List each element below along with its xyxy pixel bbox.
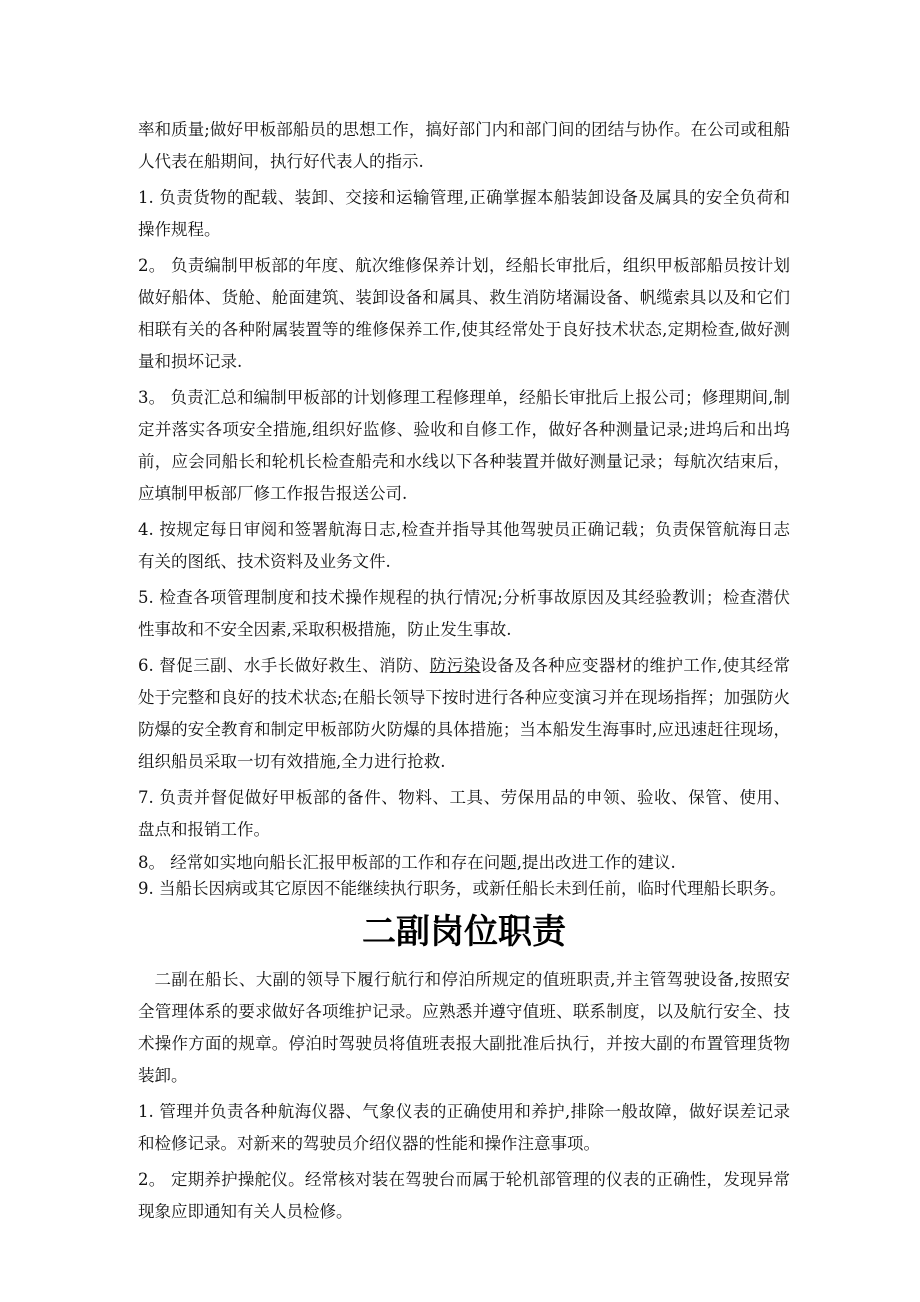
section-heading: 二副岗位职责 [362, 912, 566, 952]
paragraph-continuation: 率和质量;做好甲板部船员的思想工作，搞好部门内和部门间的团结与协作。在公司或租船人代表在船期间，执行好代表人的指示. [138, 120, 790, 171]
section2-item-1: 1. 管理并负责各种航海仪器、气象仪表的正确使用和养护,排除一般故障，做好误差记录和检修记录。对新来的驾驶员介绍仪器的性能和操作注意事项。 [138, 1102, 790, 1153]
duty-item-4: 4. 按规定每日审阅和签署航海日志,检查并指导其他驾驶员正确记载；负责保管航海日志有关的图纸、技术资料及业务文件. [138, 520, 790, 571]
duty-item-6-after: 设备及各种应变器材的维护工作,使其经常处于完整和良好的技术状态;在船长领导下按时进行各种应变演习并在现场指挥；加强防火防爆的安全教育和制定甲板部防火防爆的具体措施；当本船发生海事时,应迅速赶往现场，组织船员采取一切有效措施,全力进行抢救. [138, 656, 790, 771]
duty-item-6-before: 6. 督促三副、水手长做好救生、消防、 [138, 656, 430, 675]
duty-item-8: 8。 经常如实地向船长汇报甲板部的工作和存在问题,提出改进工作的建议. [138, 853, 676, 872]
section2-intro: 二副在船长、大副的领导下履行航行和停泊所规定的值班职责,并主管驾驶设备,按照安全管理体系的要求做好各项维护记录。应熟悉并遵守值班、联系制度，以及航行安全、技术操作方面的规章。停泊时驾驶员将值班表报大副批准后执行，并按大副的布置管理货物装卸。 [138, 970, 790, 1085]
document-page [138, 114, 790, 1228]
duty-item-1: 1. 负责货物的配载、装卸、交接和运输管理,正确掌握本船装卸设备及属具的安全负荷和操作规程。 [138, 188, 790, 239]
duty-item-2: 2。 负责编制甲板部的年度、航次维修保养计划，经船长审批后，组织甲板部船员按计划做好船体、货舱、舱面建筑、装卸设备和属具、救生消防堵漏设备、帆缆索具以及和它们相联有关的各种附属装置等的维修保养工作,使其经常处于良好技术状态,定期检查,做好测量和损坏记录. [138, 256, 790, 371]
duty-item-3: 3。 负责汇总和编制甲板部的计划修理工程修理单，经船长审批后上报公司；修理期间,制定并落实各项安全措施,组织好监修、验收和自修工作，做好各种测量记录;进坞后和出坞前，应会同船长和轮机长检查船壳和水线以下各种装置并做好测量记录；每航次结束后，应填制甲板部厂修工作报告报送公司. [138, 388, 790, 503]
section2-item-2: 2。 定期养护操舵仪。经常核对装在驾驶台而属于轮机部管理的仪表的正确性，发现异常现象应即通知有关人员检修。 [138, 1170, 790, 1221]
duty-item-5: 5. 检查各项管理制度和技术操作规程的执行情况;分析事故原因及其经验教训；检查潜伏性事故和不安全因素,采取积极措施，防止发生事故. [138, 588, 790, 639]
duty-item-7: 7. 负责并督促做好甲板部的备件、物料、工具、劳保用品的申领、验收、保管、使用、 盘点和报销工作。 [138, 788, 790, 839]
duty-item-6 [138, 650, 790, 778]
duty-item-6-underlined: 防污染 [429, 656, 481, 675]
duty-item-9: 9. 当船长因病或其它原因不能继续执行职务，或新任船长未到任前，临时代理船长职务。 [138, 879, 786, 898]
